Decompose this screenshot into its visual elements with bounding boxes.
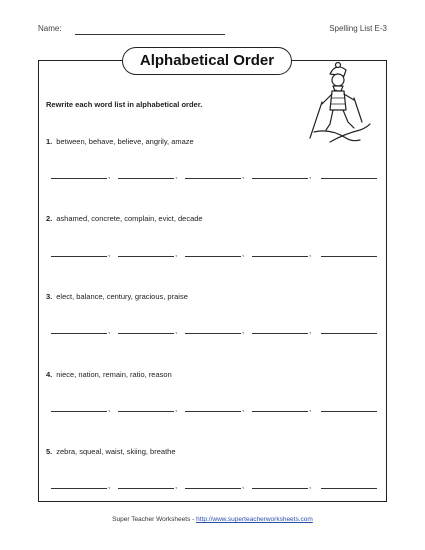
answer-blank[interactable] — [185, 323, 241, 334]
answer-blank[interactable] — [51, 323, 107, 334]
answer-blank[interactable] — [321, 478, 377, 489]
footer-separator: - — [192, 516, 195, 523]
answer-blank[interactable] — [118, 323, 174, 334]
name-field-line[interactable] — [75, 34, 225, 35]
answer-blank[interactable] — [118, 401, 174, 412]
word-list: niece, nation, remain, ratio, reason — [56, 370, 172, 379]
worksheet-header — [38, 24, 387, 38]
word-list: elect, balance, century, gracious, praise — [56, 292, 188, 301]
question-number: 1. — [46, 137, 53, 146]
answer-row-3: , , , , — [51, 323, 381, 335]
footer-brand: Super Teacher Worksheets — [112, 516, 191, 523]
word-list: ashamed, concrete, complain, evict, decade — [56, 214, 203, 223]
answer-blank[interactable] — [185, 478, 241, 489]
answer-row-5: , , , , — [51, 478, 381, 490]
answer-blank[interactable] — [321, 401, 377, 412]
question-3 — [46, 292, 188, 301]
answer-blank[interactable] — [252, 401, 308, 412]
instructions-text: Rewrite each word list in alphabetical order. — [46, 100, 203, 109]
answer-blank[interactable] — [252, 323, 308, 334]
footer-url-link[interactable]: http://www.superteacherworksheets.com — [196, 516, 313, 523]
question-number: 5. — [46, 447, 53, 456]
skier-icon — [300, 58, 378, 150]
word-list: zebra, squeal, waist, skiing, breathe — [56, 447, 176, 456]
answer-blank[interactable] — [51, 246, 107, 257]
question-number: 4. — [46, 370, 53, 379]
answer-row-1: , , , , — [51, 168, 381, 180]
answer-blank[interactable] — [321, 323, 377, 334]
question-number: 2. — [46, 214, 53, 223]
answer-blank[interactable] — [118, 478, 174, 489]
page-title: Alphabetical Order — [122, 47, 292, 75]
answer-blank[interactable] — [185, 246, 241, 257]
answer-blank[interactable] — [51, 168, 107, 179]
name-label: Name: — [38, 24, 62, 33]
answer-blank[interactable] — [118, 168, 174, 179]
answer-blank[interactable] — [185, 168, 241, 179]
answer-blank[interactable] — [118, 246, 174, 257]
question-2 — [46, 214, 203, 223]
answer-blank[interactable] — [252, 246, 308, 257]
answer-blank[interactable] — [252, 168, 308, 179]
answer-blank[interactable] — [321, 168, 377, 179]
spelling-list-id: Spelling List E-3 — [329, 24, 387, 33]
question-1 — [46, 137, 194, 146]
word-list: between, behave, believe, angrily, amaze — [56, 137, 194, 146]
question-4 — [46, 370, 172, 379]
question-number: 3. — [46, 292, 53, 301]
footer — [0, 516, 425, 523]
question-5 — [46, 447, 176, 456]
answer-row-4: , , , , — [51, 401, 381, 413]
answer-blank[interactable] — [51, 401, 107, 412]
answer-blank[interactable] — [51, 478, 107, 489]
answer-row-2: , , , , — [51, 246, 381, 258]
answer-blank[interactable] — [321, 246, 377, 257]
answer-blank[interactable] — [185, 401, 241, 412]
answer-blank[interactable] — [252, 478, 308, 489]
